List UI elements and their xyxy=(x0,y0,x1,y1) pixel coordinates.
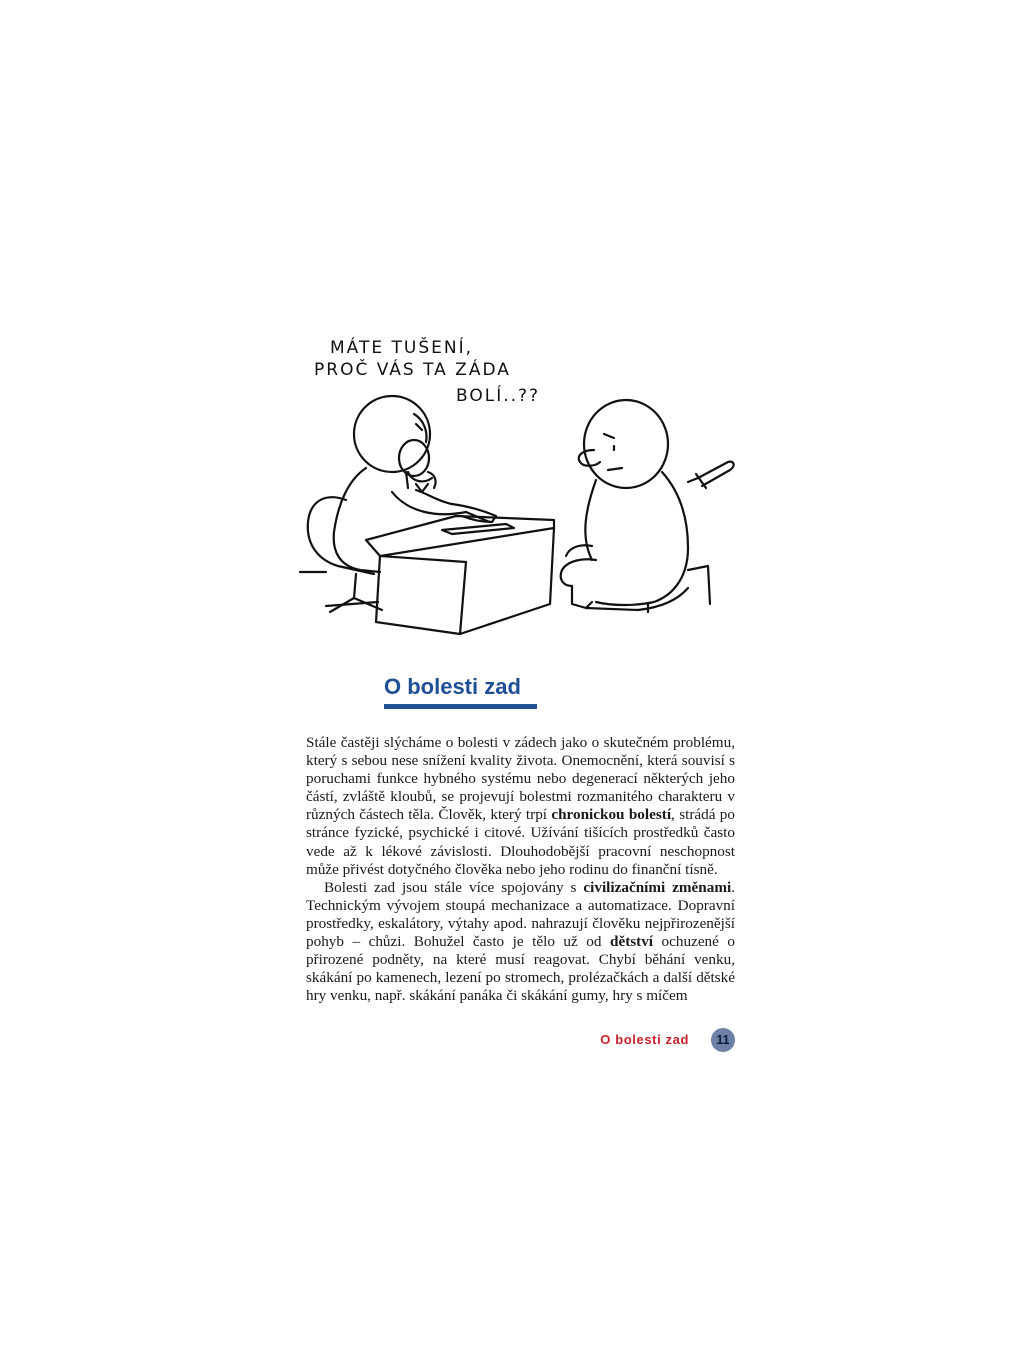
doctor-chair xyxy=(300,497,382,612)
cartoon-illustration xyxy=(296,322,746,642)
heading-underline xyxy=(384,704,537,709)
speech-line-1: MÁTE TUŠENÍ, xyxy=(330,338,473,358)
article-body xyxy=(306,734,735,1005)
paragraph-2 xyxy=(306,879,735,1006)
term-chronic-pain: chronickou bolestí xyxy=(551,806,672,824)
paragraph-2-text-c: ochuzené o přirozené podněty, na které musí reagovat. Chybí běhání venku, skákání po kamenech, lezení po stromech, prolézačkách a další dětské hry venku, např. skákání panáka či skákání gumy, hry s míčem xyxy=(306,933,736,1005)
patient-figure xyxy=(561,400,734,612)
paragraph-1-text-a: Stále častěji slýcháme o bolesti v zádech jako o skutečném problému, který s sebou nese snížení kvality života. Onemocnění, která souvisí s poruchami funkce hybného systému nebo degenerací některých jeho částí, zvláště kloubů, se projevují bolestmi rozmanitého charakteru v různých částech těla. Člověk, který trpí xyxy=(306,734,735,824)
paragraph-1-text-b: , strádá po stránce fyzické, psychické i citové. Užívání tišících prostředků často vede až k lékové závislosti. Dlouhodobější pracovní neschopnost může přivést dotyčného člověka nebo jeho rodinu do finanční tísně. xyxy=(306,806,735,878)
speech-line-3: BOLÍ..?? xyxy=(456,386,541,406)
page-number-badge: 11 xyxy=(711,1028,735,1052)
doctor-figure xyxy=(334,396,496,572)
paragraph-1 xyxy=(306,734,735,879)
running-footer-title: O bolesti zad xyxy=(600,1032,689,1047)
term-childhood: dětství xyxy=(610,933,654,951)
paragraph-2-text-b: . Technickým vývojem stoupá mechanizace a automatizace. Dopravní prostředky, eskalátory, výtahy apod. nahrazují člověku nejpřirozenější pohyb – chůzi. Bohužel často je tělo už od xyxy=(306,878,736,951)
page-heading: O bolesti zad xyxy=(384,674,521,699)
paragraph-2-text-a: Bolesti zad jsou stále více spojovány s xyxy=(324,878,584,896)
term-civilization-changes: civilizačními změnami xyxy=(583,878,732,896)
speech-line-2: PROČ VÁS TA ZÁDA xyxy=(314,360,511,380)
desk xyxy=(366,516,554,634)
